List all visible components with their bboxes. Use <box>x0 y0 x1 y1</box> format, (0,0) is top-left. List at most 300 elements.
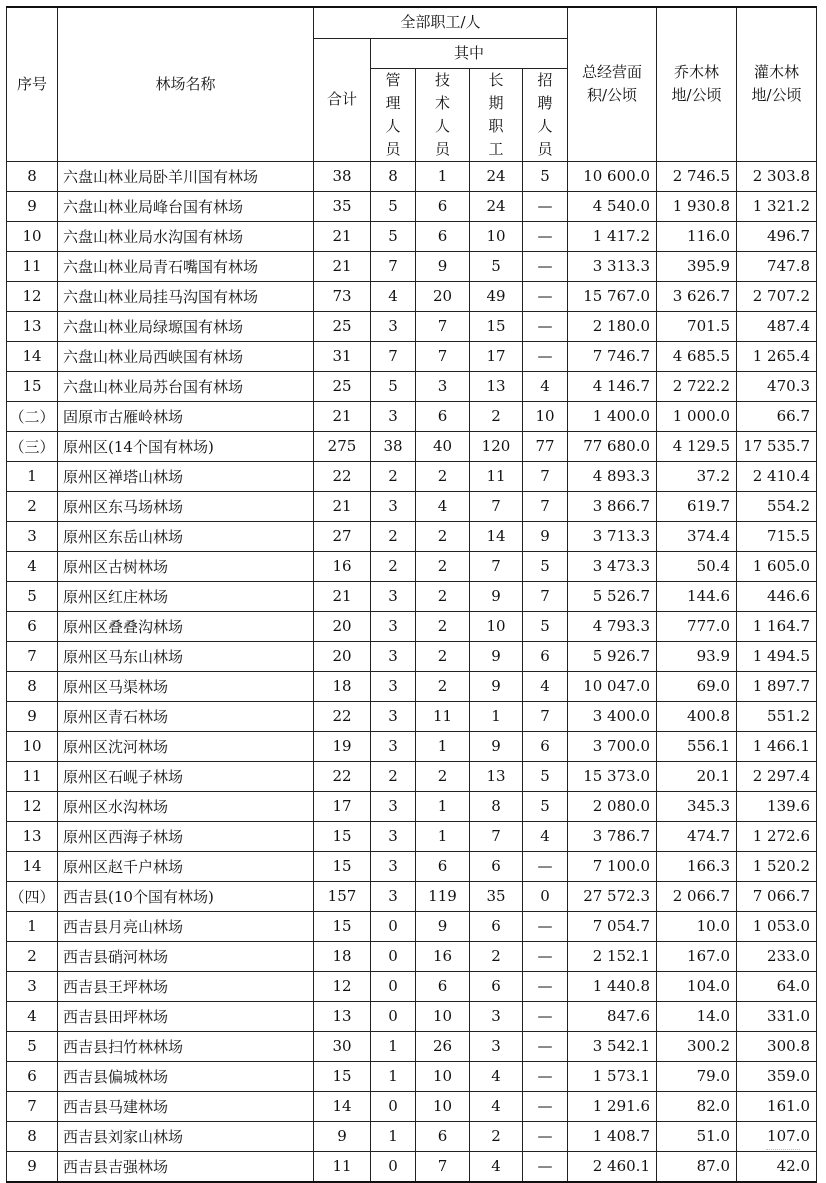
cell-area: 15 767.0 <box>568 281 657 311</box>
cell-long-term: 4 <box>470 1151 523 1182</box>
cell-tech: 26 <box>416 1031 470 1061</box>
forest-farm-table <box>6 6 817 1183</box>
cell-hired: — <box>523 971 568 1001</box>
table-row <box>7 1061 817 1091</box>
cell-total: 35 <box>314 191 371 221</box>
cell-mgmt: 1 <box>371 1031 416 1061</box>
cell-seq: 2 <box>7 491 58 521</box>
cell-mgmt: 0 <box>371 941 416 971</box>
cell-tech: 9 <box>416 911 470 941</box>
cell-seq: 8 <box>7 1121 58 1151</box>
cell-long-term: 24 <box>470 191 523 221</box>
cell-hired: — <box>523 1031 568 1061</box>
cell-tech: 4 <box>416 491 470 521</box>
cell-total: 20 <box>314 611 371 641</box>
cell-tree: 2 722.2 <box>657 371 737 401</box>
cell-mgmt: 7 <box>371 251 416 281</box>
cell-name: 六盘山林业局西峡国有林场 <box>58 341 314 371</box>
cell-tech: 6 <box>416 1121 470 1151</box>
cell-long-term: 17 <box>470 341 523 371</box>
cell-tree: 619.7 <box>657 491 737 521</box>
cell-tree: 1 000.0 <box>657 401 737 431</box>
cell-tech: 11 <box>416 701 470 731</box>
cell-total: 21 <box>314 221 371 251</box>
cell-name: 六盘山林业局青石嘴国有林场 <box>58 251 314 281</box>
header-area: 总经营面积/公顷 <box>568 7 657 161</box>
header-hired: 招聘人员 <box>523 68 568 161</box>
table-row <box>7 251 817 281</box>
table-row <box>7 971 817 1001</box>
cell-area: 1 440.8 <box>568 971 657 1001</box>
cell-mgmt: 5 <box>371 191 416 221</box>
cell-seq: 7 <box>7 1091 58 1121</box>
cell-total: 16 <box>314 551 371 581</box>
cell-name: 西吉县吉强林场 <box>58 1151 314 1182</box>
cell-seq: 9 <box>7 1151 58 1182</box>
cell-tech: 1 <box>416 821 470 851</box>
cell-long-term: 4 <box>470 1091 523 1121</box>
cell-long-term: 3 <box>470 1031 523 1061</box>
cell-long-term: 35 <box>470 881 523 911</box>
cell-tree: 395.9 <box>657 251 737 281</box>
table-row <box>7 491 817 521</box>
cell-shrub: 233.0 <box>737 941 817 971</box>
table-row <box>7 641 817 671</box>
cell-mgmt: 0 <box>371 911 416 941</box>
table-row <box>7 821 817 851</box>
cell-hired: 10 <box>523 401 568 431</box>
cell-mgmt: 3 <box>371 821 416 851</box>
cell-tech: 1 <box>416 731 470 761</box>
cell-tree: 345.3 <box>657 791 737 821</box>
cell-hired: 7 <box>523 491 568 521</box>
cell-hired: 4 <box>523 371 568 401</box>
cell-total: 25 <box>314 371 371 401</box>
page-decoration <box>766 1149 800 1156</box>
cell-total: 12 <box>314 971 371 1001</box>
cell-tree: 167.0 <box>657 941 737 971</box>
cell-area: 4 540.0 <box>568 191 657 221</box>
cell-area: 1 400.0 <box>568 401 657 431</box>
cell-mgmt: 5 <box>371 371 416 401</box>
cell-area: 4 793.3 <box>568 611 657 641</box>
cell-area: 3 866.7 <box>568 491 657 521</box>
cell-seq: 15 <box>7 371 58 401</box>
cell-shrub: 66.7 <box>737 401 817 431</box>
cell-area: 3 786.7 <box>568 821 657 851</box>
cell-long-term: 13 <box>470 761 523 791</box>
cell-tech: 3 <box>416 371 470 401</box>
cell-name: 原州区(14个国有林场) <box>58 431 314 461</box>
cell-total: 27 <box>314 521 371 551</box>
cell-tech: 20 <box>416 281 470 311</box>
cell-total: 21 <box>314 251 371 281</box>
cell-tree: 300.2 <box>657 1031 737 1061</box>
cell-shrub: 64.0 <box>737 971 817 1001</box>
cell-seq: 10 <box>7 731 58 761</box>
cell-tree: 14.0 <box>657 1001 737 1031</box>
cell-area: 10 600.0 <box>568 161 657 191</box>
cell-tree: 144.6 <box>657 581 737 611</box>
cell-seq: 8 <box>7 671 58 701</box>
cell-mgmt: 2 <box>371 761 416 791</box>
cell-mgmt: 0 <box>371 1091 416 1121</box>
cell-tech: 2 <box>416 521 470 551</box>
cell-tree: 82.0 <box>657 1091 737 1121</box>
cell-long-term: 13 <box>470 371 523 401</box>
cell-total: 15 <box>314 1061 371 1091</box>
cell-long-term: 120 <box>470 431 523 461</box>
cell-area: 3 400.0 <box>568 701 657 731</box>
cell-name: 六盘山林业局水沟国有林场 <box>58 221 314 251</box>
table-row <box>7 431 817 461</box>
cell-seq: 12 <box>7 281 58 311</box>
cell-tech: 10 <box>416 1091 470 1121</box>
cell-area: 7 054.7 <box>568 911 657 941</box>
cell-shrub: 2 410.4 <box>737 461 817 491</box>
cell-total: 15 <box>314 851 371 881</box>
header-tech: 技术人员 <box>416 68 470 161</box>
cell-area: 2 152.1 <box>568 941 657 971</box>
cell-shrub: 1 164.7 <box>737 611 817 641</box>
table-row <box>7 311 817 341</box>
cell-name: 原州区红庄林场 <box>58 581 314 611</box>
cell-tech: 40 <box>416 431 470 461</box>
cell-shrub: 331.0 <box>737 1001 817 1031</box>
cell-name: 西吉县月亮山林场 <box>58 911 314 941</box>
cell-hired: 6 <box>523 641 568 671</box>
cell-hired: — <box>523 941 568 971</box>
cell-tech: 6 <box>416 191 470 221</box>
cell-name: 六盘山林业局峰台国有林场 <box>58 191 314 221</box>
cell-name: 原州区水沟林场 <box>58 791 314 821</box>
cell-seq: 6 <box>7 1061 58 1091</box>
table-header <box>7 7 817 161</box>
cell-total: 38 <box>314 161 371 191</box>
cell-mgmt: 3 <box>371 701 416 731</box>
cell-shrub: 2 297.4 <box>737 761 817 791</box>
cell-tree: 4 129.5 <box>657 431 737 461</box>
cell-long-term: 2 <box>470 941 523 971</box>
cell-area: 15 373.0 <box>568 761 657 791</box>
cell-total: 14 <box>314 1091 371 1121</box>
cell-hired: — <box>523 911 568 941</box>
cell-long-term: 2 <box>470 401 523 431</box>
cell-seq: 14 <box>7 341 58 371</box>
cell-tech: 16 <box>416 941 470 971</box>
cell-shrub: 1 321.2 <box>737 191 817 221</box>
cell-shrub: 551.2 <box>737 701 817 731</box>
cell-name: 原州区赵千户林场 <box>58 851 314 881</box>
cell-long-term: 5 <box>470 251 523 281</box>
cell-name: 西吉县刘家山林场 <box>58 1121 314 1151</box>
cell-tech: 7 <box>416 341 470 371</box>
cell-shrub: 2 707.2 <box>737 281 817 311</box>
cell-long-term: 3 <box>470 1001 523 1031</box>
cell-long-term: 49 <box>470 281 523 311</box>
cell-total: 22 <box>314 761 371 791</box>
cell-seq: 10 <box>7 221 58 251</box>
cell-name: 六盘山林业局绿塬国有林场 <box>58 311 314 341</box>
cell-tree: 166.3 <box>657 851 737 881</box>
cell-shrub: 2 303.8 <box>737 161 817 191</box>
cell-seq: 13 <box>7 311 58 341</box>
cell-seq: 9 <box>7 701 58 731</box>
cell-hired: — <box>523 281 568 311</box>
cell-hired: 7 <box>523 461 568 491</box>
cell-long-term: 15 <box>470 311 523 341</box>
cell-name: 原州区沈河林场 <box>58 731 314 761</box>
header-long-term: 长期职工 <box>470 68 523 161</box>
cell-seq: （三） <box>7 431 58 461</box>
cell-mgmt: 2 <box>371 551 416 581</box>
cell-long-term: 9 <box>470 671 523 701</box>
cell-mgmt: 3 <box>371 311 416 341</box>
cell-mgmt: 7 <box>371 341 416 371</box>
table-row <box>7 1001 817 1031</box>
cell-seq: 14 <box>7 851 58 881</box>
cell-hired: 5 <box>523 761 568 791</box>
table-row <box>7 191 817 221</box>
cell-tree: 474.7 <box>657 821 737 851</box>
cell-mgmt: 1 <box>371 1121 416 1151</box>
table-row <box>7 401 817 431</box>
cell-tech: 1 <box>416 791 470 821</box>
cell-name: 原州区禅塔山林场 <box>58 461 314 491</box>
table-row <box>7 1031 817 1061</box>
cell-long-term: 14 <box>470 521 523 551</box>
cell-mgmt: 3 <box>371 641 416 671</box>
cell-shrub: 1 897.7 <box>737 671 817 701</box>
cell-name: 原州区青石林场 <box>58 701 314 731</box>
cell-area: 3 542.1 <box>568 1031 657 1061</box>
cell-tree: 2 746.5 <box>657 161 737 191</box>
cell-mgmt: 3 <box>371 581 416 611</box>
cell-mgmt: 4 <box>371 281 416 311</box>
table-row <box>7 671 817 701</box>
cell-shrub: 107.0 <box>737 1121 817 1151</box>
cell-tech: 6 <box>416 401 470 431</box>
cell-long-term: 11 <box>470 461 523 491</box>
table-row <box>7 791 817 821</box>
table-row <box>7 881 817 911</box>
cell-long-term: 9 <box>470 731 523 761</box>
cell-total: 13 <box>314 1001 371 1031</box>
cell-name: 原州区古树林场 <box>58 551 314 581</box>
cell-area: 847.6 <box>568 1001 657 1031</box>
cell-area: 7 100.0 <box>568 851 657 881</box>
cell-shrub: 554.2 <box>737 491 817 521</box>
cell-tree: 374.4 <box>657 521 737 551</box>
cell-area: 4 893.3 <box>568 461 657 491</box>
cell-name: 六盘山林业局苏台国有林场 <box>58 371 314 401</box>
cell-mgmt: 0 <box>371 1151 416 1182</box>
cell-hired: 6 <box>523 731 568 761</box>
cell-hired: 7 <box>523 701 568 731</box>
cell-name: 原州区西海子林场 <box>58 821 314 851</box>
cell-tree: 79.0 <box>657 1061 737 1091</box>
cell-tech: 2 <box>416 461 470 491</box>
cell-total: 17 <box>314 791 371 821</box>
cell-tree: 93.9 <box>657 641 737 671</box>
cell-name: 原州区马东山林场 <box>58 641 314 671</box>
cell-name: 原州区东马场林场 <box>58 491 314 521</box>
cell-total: 9 <box>314 1121 371 1151</box>
cell-seq: 7 <box>7 641 58 671</box>
cell-seq: （二） <box>7 401 58 431</box>
cell-mgmt: 3 <box>371 851 416 881</box>
cell-area: 77 680.0 <box>568 431 657 461</box>
cell-tech: 6 <box>416 221 470 251</box>
table-row <box>7 161 817 191</box>
cell-tree: 69.0 <box>657 671 737 701</box>
cell-total: 18 <box>314 671 371 701</box>
cell-tree: 701.5 <box>657 311 737 341</box>
cell-shrub: 1 265.4 <box>737 341 817 371</box>
cell-seq: 5 <box>7 1031 58 1061</box>
cell-area: 5 526.7 <box>568 581 657 611</box>
header-name: 林场名称 <box>58 7 314 161</box>
cell-shrub: 359.0 <box>737 1061 817 1091</box>
cell-hired: — <box>523 341 568 371</box>
cell-hired: — <box>523 1061 568 1091</box>
cell-name: 西吉县王坪林场 <box>58 971 314 1001</box>
cell-name: 六盘山林业局挂马沟国有林场 <box>58 281 314 311</box>
cell-tree: 556.1 <box>657 731 737 761</box>
table-row <box>7 701 817 731</box>
cell-seq: 5 <box>7 581 58 611</box>
cell-area: 2 180.0 <box>568 311 657 341</box>
cell-seq: 3 <box>7 971 58 1001</box>
cell-mgmt: 3 <box>371 791 416 821</box>
cell-tech: 2 <box>416 611 470 641</box>
cell-hired: 9 <box>523 521 568 551</box>
table-row <box>7 371 817 401</box>
cell-total: 15 <box>314 911 371 941</box>
cell-total: 11 <box>314 1151 371 1182</box>
table-row <box>7 1151 817 1182</box>
table-row <box>7 1091 817 1121</box>
cell-shrub: 1 494.5 <box>737 641 817 671</box>
cell-area: 10 047.0 <box>568 671 657 701</box>
cell-shrub: 300.8 <box>737 1031 817 1061</box>
cell-tech: 2 <box>416 761 470 791</box>
table-row <box>7 851 817 881</box>
cell-mgmt: 3 <box>371 611 416 641</box>
cell-shrub: 1 466.1 <box>737 731 817 761</box>
cell-area: 3 713.3 <box>568 521 657 551</box>
cell-area: 3 700.0 <box>568 731 657 761</box>
cell-name: 西吉县偏城林场 <box>58 1061 314 1091</box>
cell-shrub: 747.8 <box>737 251 817 281</box>
cell-total: 21 <box>314 401 371 431</box>
cell-hired: — <box>523 1121 568 1151</box>
cell-long-term: 6 <box>470 911 523 941</box>
cell-hired: 4 <box>523 821 568 851</box>
cell-long-term: 7 <box>470 821 523 851</box>
cell-long-term: 9 <box>470 641 523 671</box>
cell-area: 1 573.1 <box>568 1061 657 1091</box>
cell-total: 21 <box>314 491 371 521</box>
cell-total: 31 <box>314 341 371 371</box>
cell-total: 15 <box>314 821 371 851</box>
cell-tree: 116.0 <box>657 221 737 251</box>
cell-total: 25 <box>314 311 371 341</box>
cell-long-term: 2 <box>470 1121 523 1151</box>
cell-area: 1 408.7 <box>568 1121 657 1151</box>
cell-shrub: 1 520.2 <box>737 851 817 881</box>
cell-tree: 104.0 <box>657 971 737 1001</box>
cell-hired: 5 <box>523 611 568 641</box>
cell-mgmt: 8 <box>371 161 416 191</box>
cell-shrub: 446.6 <box>737 581 817 611</box>
cell-tree: 87.0 <box>657 1151 737 1182</box>
cell-seq: 3 <box>7 521 58 551</box>
cell-seq: 11 <box>7 251 58 281</box>
cell-shrub: 715.5 <box>737 521 817 551</box>
header-seq: 序号 <box>7 7 58 161</box>
cell-shrub: 139.6 <box>737 791 817 821</box>
cell-hired: — <box>523 251 568 281</box>
cell-tech: 2 <box>416 551 470 581</box>
cell-long-term: 10 <box>470 221 523 251</box>
header-staff-group: 全部职工/人 <box>314 7 568 38</box>
cell-mgmt: 1 <box>371 1061 416 1091</box>
header-of-which: 其中 <box>371 38 568 68</box>
cell-area: 3 473.3 <box>568 551 657 581</box>
cell-area: 5 926.7 <box>568 641 657 671</box>
cell-name: 固原市古雁岭林场 <box>58 401 314 431</box>
cell-shrub: 470.3 <box>737 371 817 401</box>
cell-mgmt: 3 <box>371 491 416 521</box>
cell-name: 西吉县田坪林场 <box>58 1001 314 1031</box>
cell-hired: — <box>523 851 568 881</box>
table-row <box>7 461 817 491</box>
cell-total: 20 <box>314 641 371 671</box>
cell-name: 原州区马渠林场 <box>58 671 314 701</box>
cell-total: 157 <box>314 881 371 911</box>
cell-hired: — <box>523 311 568 341</box>
cell-tree: 37.2 <box>657 461 737 491</box>
cell-name: 原州区东岳山林场 <box>58 521 314 551</box>
cell-seq: 1 <box>7 911 58 941</box>
cell-total: 22 <box>314 461 371 491</box>
cell-hired: — <box>523 191 568 221</box>
cell-seq: 4 <box>7 1001 58 1031</box>
header-shrub: 灌木林地/公顷 <box>737 7 817 161</box>
cell-tree: 2 066.7 <box>657 881 737 911</box>
cell-mgmt: 0 <box>371 971 416 1001</box>
cell-shrub: 7 066.7 <box>737 881 817 911</box>
table-row <box>7 611 817 641</box>
cell-long-term: 7 <box>470 491 523 521</box>
cell-total: 275 <box>314 431 371 461</box>
cell-long-term: 8 <box>470 791 523 821</box>
cell-long-term: 10 <box>470 611 523 641</box>
cell-tree: 1 930.8 <box>657 191 737 221</box>
cell-name: 西吉县(10个国有林场) <box>58 881 314 911</box>
cell-shrub: 161.0 <box>737 1091 817 1121</box>
cell-tech: 6 <box>416 851 470 881</box>
cell-tree: 50.4 <box>657 551 737 581</box>
cell-mgmt: 3 <box>371 401 416 431</box>
cell-shrub: 17 535.7 <box>737 431 817 461</box>
cell-seq: （四） <box>7 881 58 911</box>
cell-long-term: 4 <box>470 1061 523 1091</box>
cell-name: 原州区叠叠沟林场 <box>58 611 314 641</box>
cell-tech: 2 <box>416 581 470 611</box>
cell-mgmt: 38 <box>371 431 416 461</box>
